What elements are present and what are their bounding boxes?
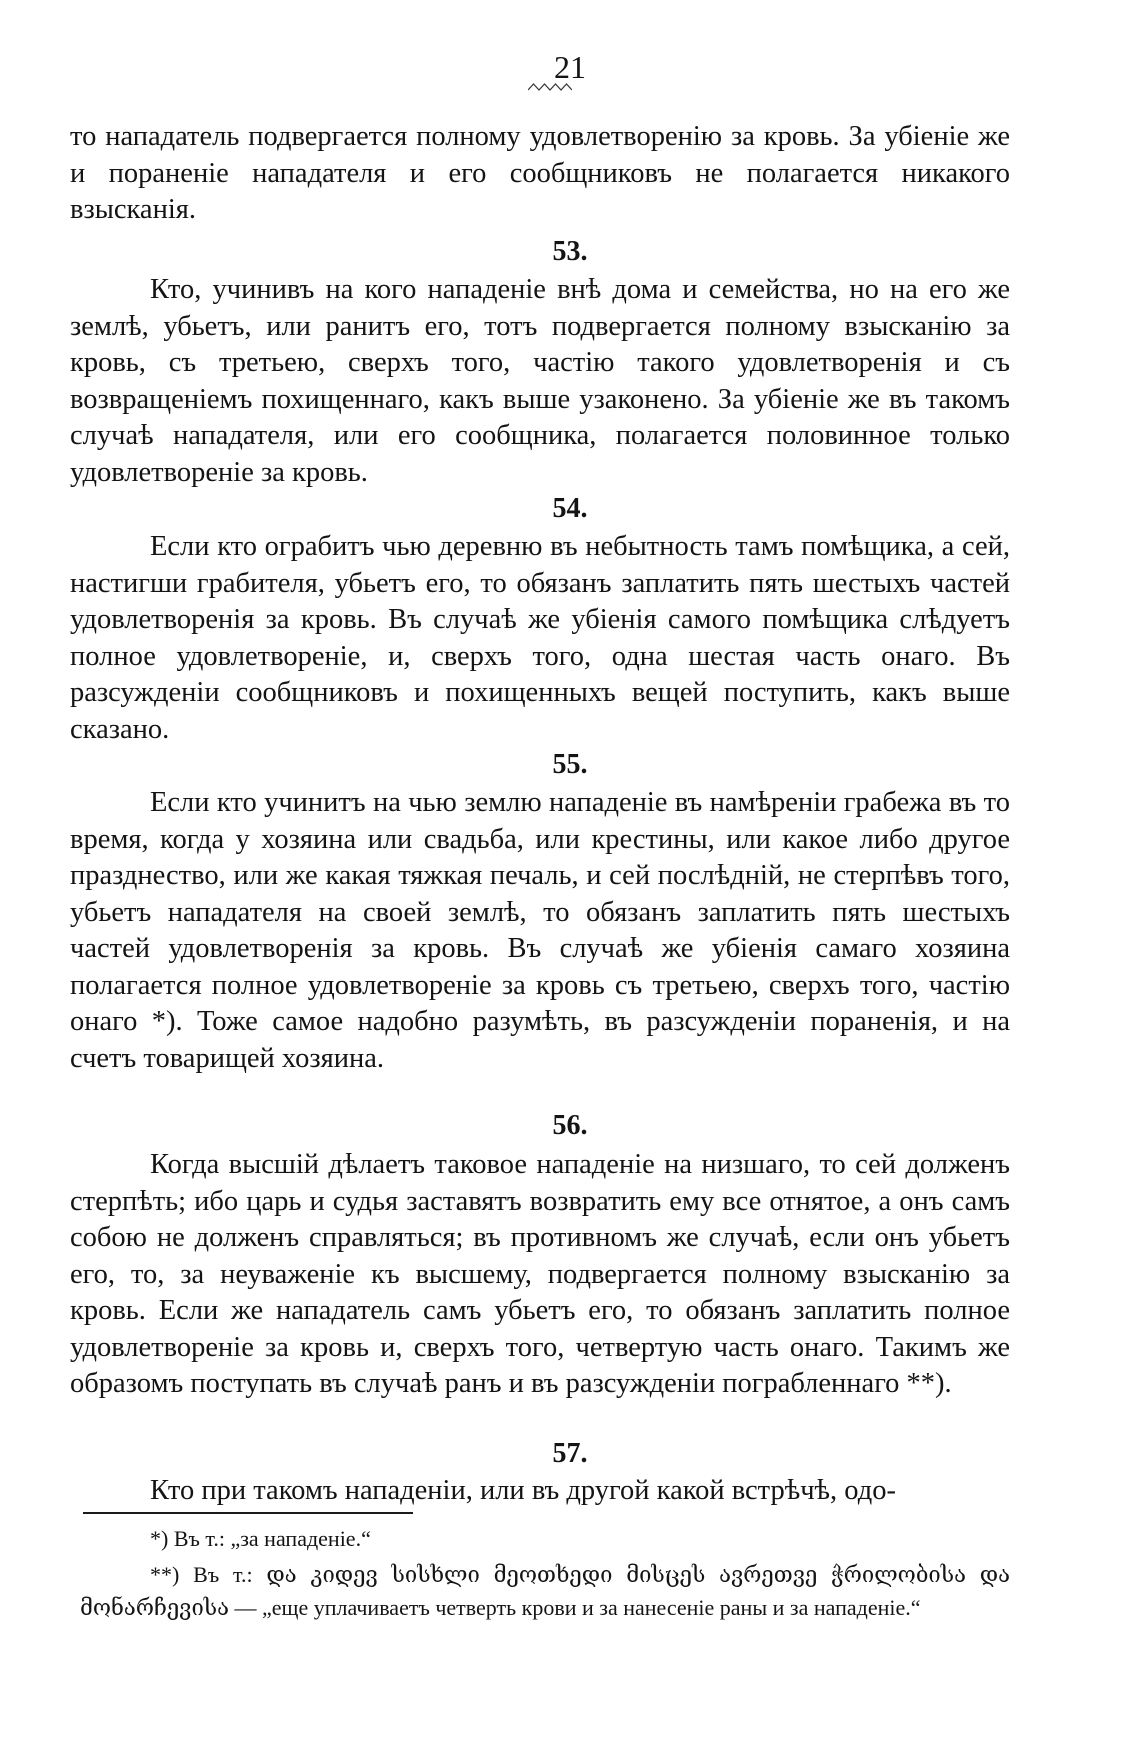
article-text-57: Кто при такомъ нападеніи, или въ другой какой встрѣчѣ, одо-: [150, 1475, 896, 1506]
page-number-ornament: [528, 82, 572, 92]
paragraph-intro: то нападатель подвергается полному удовлетворенію за кровь. За убіеніе же и пораненіе нападателя и его сообщниковъ не полагается никакого взысканія.: [70, 121, 1010, 225]
article-number-54: 54.: [552, 493, 588, 524]
footnote-marker: **): [150, 1562, 180, 1587]
page-number: 21: [554, 49, 586, 85]
article-text-56: Когда высшій дѣлаетъ таковое нападеніе на низшаго, то сей долженъ стерпѣть; ибо царь и судья заставятъ возвратить ему все отнятое, а онъ самъ собою не долженъ справляться; въ противномъ же случаѣ, если онъ убьетъ его, то, за неуваженіе къ высшему, подвергается полному взысканію за кровь. Если же нападатель самъ убьетъ его, то обязанъ заплатить полное удовлетвореніе за кровь и, сверхъ того, четвертую часть онаго. Такимъ же образомъ поступать въ случаѣ ранъ и въ разсужденіи пограбленнаго **).: [70, 1149, 1010, 1399]
footnote-text: Въ т.: და კიდევ სისხლი მეოთხედი მისცეს ავრეთვე ჭრილობისა და მონარჩევისა — „еще уплачиваетъ четверть крови и за нанесеніе раны и за нападеніе.“: [80, 1562, 1011, 1620]
article-number-56: 56.: [552, 1110, 588, 1141]
footnote-text: Въ т.: „за нападеніе.“: [173, 1526, 371, 1551]
footnote-1: [80, 1522, 1010, 1555]
article-number-55: 55.: [552, 749, 588, 780]
footnote-marker: *): [150, 1526, 169, 1551]
article-text-55: Если кто учинитъ на чью землю нападеніе въ намѣреніи грабежа въ то время, когда у хозяина или свадьба, или крестины, или какое либо другое празднество, или же какая тяжкая печаль, и сей послѣдній, не стерпѣвъ того, убьетъ нападателя на своей землѣ, то обязанъ заплатить пять шестыхъ частей удовлетворенія за кровь. Въ случаѣ же убіенія самаго хозяина полагается полное удовлетвореніе за кровь съ третьею, сверхъ того, частію онаго *). Тоже самое надобно разумѣть, въ разсужденіи пораненія, и на счетъ товарищей хозяина.: [70, 787, 1010, 1074]
article-number-53: 53.: [552, 236, 588, 267]
footnote-2: [80, 1558, 1010, 1624]
article-text-53: Кто, учинивъ на кого нападеніе внѣ дома и семейства, но на его же землѣ, убьетъ, или ранитъ его, тотъ подвергается полному взысканію за кровь, съ третьею, сверхъ того, частію такого удовлетворенія и съ возвращеніемъ похищеннаго, какъ выше узаконено. За убіеніе же въ такомъ случаѣ нападателя, или его сообщника, полагается половинное только удовлетвореніе за кровь.: [70, 274, 1010, 488]
article-number-57: 57.: [552, 1438, 588, 1469]
footnote-divider: [83, 1512, 413, 1514]
article-text-54: Если кто ограбитъ чью деревню въ небытность тамъ помѣщика, а сей, настигши грабителя, убьетъ его, то обязанъ заплатить пять шестыхъ частей удовлетворенія за кровь. Въ случаѣ же убіенія самого помѣщика слѣдуетъ полное удовлетвореніе, и, сверхъ того, одна шестая часть онаго. Въ разсужденіи сообщниковъ и похищенныхъ вещей поступить, какъ выше сказано.: [70, 531, 1010, 745]
